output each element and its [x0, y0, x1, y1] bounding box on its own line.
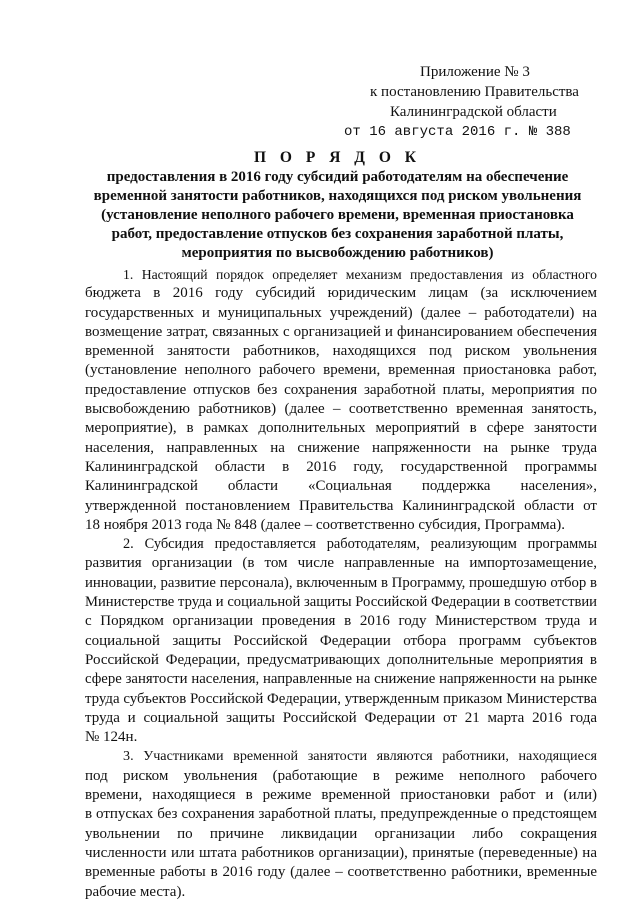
paragraph-line: численности или штата работников организации), принятые (переведенные) на	[85, 844, 597, 861]
paragraph-1	[85, 265, 597, 535]
paragraph-line: с Порядком организации проведения в 2016 году Министерством труда и	[85, 613, 597, 630]
appendix-number: Приложение № 3	[420, 64, 530, 80]
appendix-region: Калининградской области	[390, 104, 557, 120]
paragraph-line: Российской Федерации, предусматривающих дополнительные мероприятия в	[85, 651, 597, 668]
document-body	[85, 265, 597, 902]
paragraph-line: (установление неполного рабочего времени, временная приостановка работ,	[85, 362, 597, 379]
paragraph-line: времени, находящиеся в режиме временной приостановки работ и (или)	[85, 787, 597, 804]
paragraph-line: населения, направленных на снижение напряженности на рынке труда	[85, 439, 597, 456]
paragraph-line: временные работы в 2016 году (далее – соответственно работники, временные	[85, 864, 597, 881]
paragraph-line: возмещение затрат, связанных с организацией и финансированием обеспечения	[85, 323, 597, 340]
paragraph-line: 2. Субсидия предоставляется работодателям, реализующим программы	[123, 536, 597, 553]
document-heading	[85, 148, 590, 263]
paragraph-line: труда и социальной защиты Российской Федерации от 21 марта 2016 года	[85, 709, 597, 726]
paragraph-line: Министерстве труда и социальной защиты Российской Федерации в соответствии	[85, 594, 597, 611]
paragraph-line: труда субъектов Российской Федерации, утвержденным приказом Министерства	[85, 690, 597, 707]
paragraph-line: высвобождению работников) (далее – соответственно временная занятость,	[85, 401, 597, 418]
paragraph-line: государственных и муниципальных учреждений) (далее – работодатели) на	[85, 304, 597, 321]
paragraph-line: развития организации (в том числе направленные на импортозамещение,	[85, 555, 597, 572]
paragraph-line: временной занятости работников, находящихся под риском увольнения	[85, 343, 597, 360]
paragraph-line: Калининградской области в 2016 году, государственной программы	[85, 458, 597, 475]
paragraph-line: под риском увольнения (работающие в режиме неполного рабочего	[85, 767, 597, 784]
paragraph-line: 18 ноября 2013 года № 848 (далее – соответственно субсидия, Программа).	[85, 516, 565, 533]
paragraph-line: предоставление отпусков без сохранения заработной платы, мероприятия по	[85, 381, 597, 398]
paragraph-line: 3. Участниками временной занятости являются работники, находящиеся	[123, 748, 597, 765]
paragraph-line: 1. Настоящий порядок определяет механизм предоставления из областного	[123, 267, 597, 282]
heading-line: предоставления в 2016 году субсидий работодателям на обеспечение	[106, 169, 569, 185]
appendix-date: от 16 августа 2016 г. № 388	[344, 124, 571, 140]
paragraph-line: утвержденной постановлением Правительства Калининградской области от	[85, 497, 597, 514]
paragraph-3	[85, 747, 597, 901]
paragraph-line: социальной защиты Российской Федерации отбора программ субъектов	[85, 632, 597, 649]
heading-line: временной занятости работников, находящихся под риском увольнения	[93, 188, 582, 204]
paragraph-line: в отпусках без сохранения заработной платы, предупрежденные о предстоящем	[85, 806, 597, 823]
paragraph-line: увольнении по причине ликвидации организации либо сокращения	[85, 825, 597, 842]
appendix-reference: к постановлению Правительства	[370, 84, 579, 100]
paragraph-line: Калининградской области «Социальная поддержка населения»,	[85, 478, 597, 495]
paragraph-line: бюджета в 2016 году субсидий юридическим лицам (за исключением	[85, 285, 597, 302]
appendix-block	[330, 62, 630, 142]
paragraph-2	[85, 535, 597, 747]
paragraph-line: мероприятие), в рамках дополнительных мероприятий в сфере занятости	[85, 420, 597, 437]
paragraph-line: инновации, развитие персонала), включенным в Программу, прошедшую отбор в	[85, 574, 597, 591]
paragraph-line: № 124н.	[85, 729, 138, 746]
paragraph-line: рабочие места).	[85, 883, 186, 900]
heading-line: (установление неполного рабочего времени, временная приостановка	[101, 207, 574, 223]
heading-line: мероприятия по высвобождению работников)	[181, 245, 494, 261]
heading-line: работ, предоставление отпусков без сохранения заработной платы,	[111, 226, 564, 242]
paragraph-line: сфере занятости населения, направленные на снижение напряженности на рынке	[85, 671, 597, 688]
document-title: П О Р Я Д О К	[254, 149, 421, 166]
